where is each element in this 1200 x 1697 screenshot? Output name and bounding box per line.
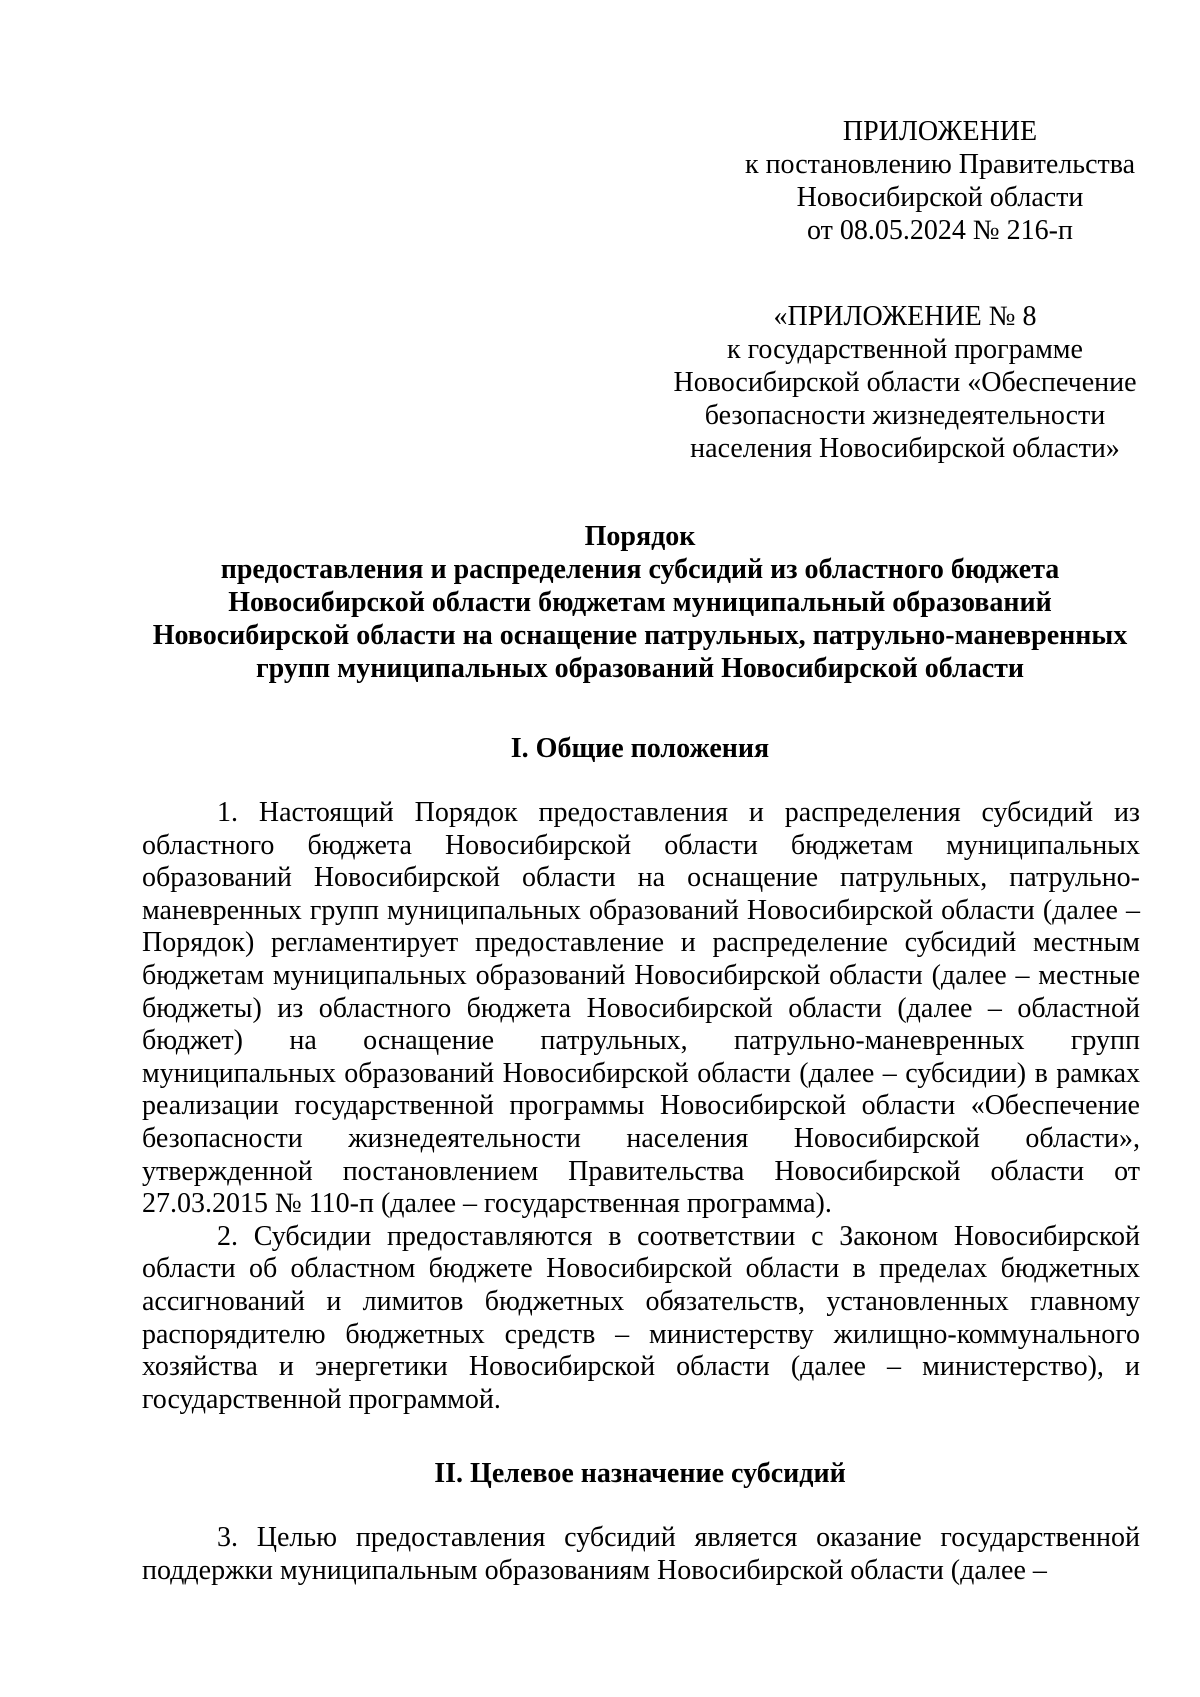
program-appendix-line: безопасности жизнедеятельности (704, 400, 1106, 431)
document-title-line: Порядок (584, 521, 696, 552)
program-appendix-line: Новосибирской области «Обеспечение (673, 367, 1137, 398)
appendix-header-line: ПРИЛОЖЕНИЕ (842, 116, 1038, 147)
appendix-header (740, 115, 1140, 247)
appendix-header-line: Новосибирской области (796, 182, 1084, 213)
paragraph: 3. Целью предоставления субсидий является оказание государственной поддержки муниципальным образованиям Новосибирской области (далее – (142, 1522, 1140, 1586)
section-heading: I. Общие положения (510, 733, 770, 764)
program-appendix-line: населения Новосибирской области» (690, 433, 1120, 464)
section-body (142, 1522, 1140, 1587)
paragraph: 1. Настоящий Порядок предоставления и распределения субсидий из областного бюджета Новосибирской области бюджетам муниципальных образований Новосибирской области на оснащение патрульных, патрульно-маневренных групп муниципальных образований Новосибирской области (далее – Порядок) регламентирует предоставление и распределение субсидий местным бюджетам муниципальных образований Новосибирской области (далее – местные бюджеты) из областного бюджета Новосибирской области (далее – областной бюджет) на оснащение патрульных, патрульно-маневренных групп муниципальных образований Новосибирской области (далее – субсидии) в рамках реализации государственной программы Новосибирской области «Обеспечение безопасности жизнедеятельности населения Новосибирской области», утвержденной постановлением Правительства Новосибирской области от 27.03.2015 № 110-п (далее – государственная программа). (142, 797, 1140, 1220)
section-heading: II. Целевое назначение субсидий (434, 1458, 846, 1489)
document-title-line: групп муниципальных образований Новосибирской области (255, 653, 1025, 684)
document-title (140, 520, 1140, 685)
paragraph: 2. Субсидии предоставляются в соответствии с Законом Новосибирской области об областном бюджете Новосибирской области в пределах бюджетных ассигнований и лимитов бюджетных обязательств, установленных главному распорядителю бюджетных средств – министерству жилищно-коммунального хозяйства и энергетики Новосибирской области (далее – министерство), и государственной программой. (142, 1220, 1140, 1415)
document-title-line: Новосибирской области на оснащение патрульных, патрульно-маневренных (152, 620, 1128, 651)
program-appendix-line: «ПРИЛОЖЕНИЕ № 8 (773, 301, 1037, 332)
appendix-header-line: к постановлению Правительства (744, 149, 1136, 180)
appendix-header-line: от 08.05.2024 № 216-п (807, 215, 1073, 246)
program-appendix-header (670, 300, 1140, 465)
section-body (142, 797, 1140, 1416)
document-title-line: предоставления и распределения субсидий из областного бюджета (220, 554, 1060, 585)
program-appendix-line: к государственной программе (727, 334, 1083, 365)
document-title-line: Новосибирской области бюджетам муниципальный образований (228, 587, 1052, 618)
